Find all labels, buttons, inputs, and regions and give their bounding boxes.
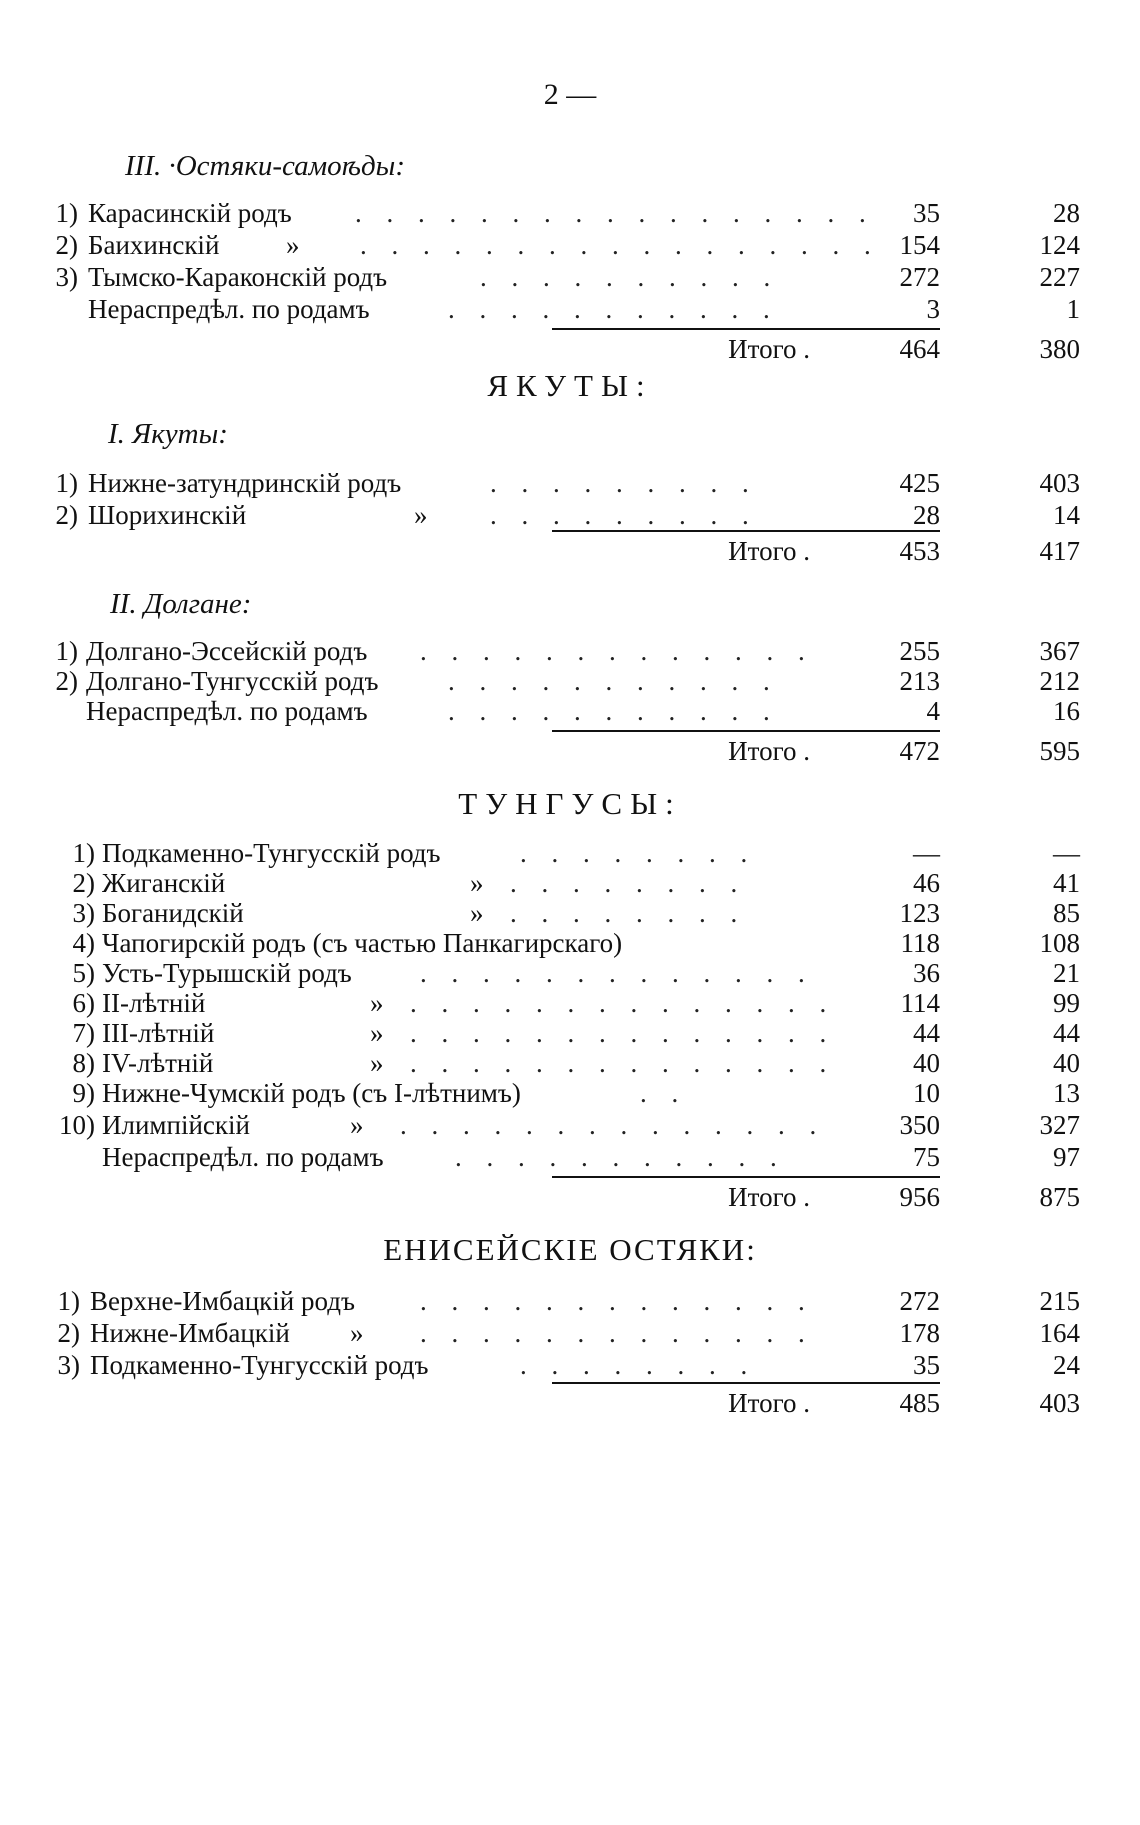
row-name: Нераспредѣл. по родамъ bbox=[102, 1142, 384, 1172]
total-value-1: 464 bbox=[899, 334, 940, 364]
row-name: II-лѣтній bbox=[102, 988, 206, 1018]
row-number: 1) bbox=[55, 468, 78, 498]
leader-dots: . . . . . . . . . . . . . . . . . bbox=[360, 230, 880, 260]
total-value-2: 380 bbox=[1039, 334, 1080, 364]
leader-dots: . . . . . . . . . . . bbox=[448, 696, 779, 726]
ditto-mark: » bbox=[286, 230, 300, 260]
leader-dots: . . bbox=[640, 1078, 688, 1108]
row-name: Подкаменно-Тунгусскій родъ bbox=[90, 1350, 429, 1380]
value-1: 272 bbox=[899, 1286, 940, 1316]
value-2: 40 bbox=[1053, 1048, 1080, 1078]
total-rule bbox=[552, 530, 940, 532]
total-row bbox=[0, 736, 1140, 772]
row-number: 7) bbox=[72, 1018, 95, 1048]
table-row bbox=[0, 1048, 1140, 1082]
value-2: 164 bbox=[1039, 1318, 1080, 1348]
table-row bbox=[0, 198, 1140, 232]
table-row bbox=[0, 1018, 1140, 1052]
table-row bbox=[0, 1318, 1140, 1352]
value-2: 215 bbox=[1039, 1286, 1080, 1316]
total-value-1: 453 bbox=[899, 536, 940, 566]
table-row bbox=[0, 230, 1140, 264]
leader-dots: . . . . . . . . . . . . . . bbox=[410, 1018, 836, 1048]
value-1: 40 bbox=[913, 1048, 940, 1078]
leader-dots: . . . . . . . . . . . bbox=[448, 294, 779, 324]
table-row bbox=[0, 898, 1140, 932]
row-name: Илимпійскій bbox=[102, 1110, 250, 1140]
table-row bbox=[0, 696, 1140, 730]
subheading-ostyaki-samoyedy: III. ·Остяки-самоѣды: bbox=[125, 150, 405, 182]
table-row bbox=[0, 636, 1140, 670]
value-2: 85 bbox=[1053, 898, 1080, 928]
row-number: 1) bbox=[55, 636, 78, 666]
value-1: 3 bbox=[926, 294, 940, 324]
row-name: Нижне-Имбацкій bbox=[90, 1318, 290, 1348]
row-name: III-лѣтній bbox=[102, 1018, 215, 1048]
section-heading-yakuty: ЯКУТЫ: bbox=[487, 368, 653, 403]
ditto-mark: » bbox=[470, 868, 484, 898]
section-heading-tungusy: ТУНГУСЫ: bbox=[458, 786, 682, 821]
row-number: 4) bbox=[72, 928, 95, 958]
value-1: 154 bbox=[899, 230, 940, 260]
leader-dots: . . . . . . . . bbox=[510, 898, 747, 928]
ditto-mark: » bbox=[370, 1048, 384, 1078]
value-1: 36 bbox=[913, 958, 940, 988]
value-2: 212 bbox=[1039, 666, 1080, 696]
total-label: Итого . bbox=[728, 1182, 810, 1212]
row-number: 2) bbox=[55, 500, 78, 530]
leader-dots: . . . . . . . . bbox=[520, 1350, 757, 1380]
row-name: Жиганскій bbox=[102, 868, 226, 898]
leader-dots: . . . . . . . . . bbox=[490, 500, 758, 530]
ditto-mark: » bbox=[350, 1318, 364, 1348]
row-number: 2) bbox=[57, 1318, 80, 1348]
row-number: 10) bbox=[59, 1110, 95, 1140]
value-2: 14 bbox=[1053, 500, 1080, 530]
row-number: 8) bbox=[72, 1048, 95, 1078]
row-number: 3) bbox=[55, 262, 78, 292]
table-row bbox=[0, 958, 1140, 992]
value-1: 75 bbox=[913, 1142, 940, 1172]
row-name: Карасинскій родъ bbox=[88, 198, 292, 228]
total-value-2: 417 bbox=[1039, 536, 1080, 566]
total-rule bbox=[552, 328, 940, 330]
row-name: Нераспредѣл. по родамъ bbox=[88, 294, 370, 324]
value-1: 35 bbox=[913, 198, 940, 228]
total-value-1: 472 bbox=[899, 736, 940, 766]
leader-dots: . . . . . . . . . . . . . bbox=[420, 958, 814, 988]
ditto-mark: » bbox=[350, 1110, 364, 1140]
table-row bbox=[0, 1142, 1140, 1176]
leader-dots: . . . . . . . . . . . . . bbox=[420, 636, 814, 666]
total-row bbox=[0, 1388, 1140, 1424]
value-1: 46 bbox=[913, 868, 940, 898]
ditto-mark: » bbox=[470, 898, 484, 928]
value-1: — bbox=[913, 838, 940, 868]
table-row bbox=[0, 468, 1140, 502]
table-row bbox=[0, 928, 1140, 962]
leader-dots: . . . . . . . . . . . . . . . . . bbox=[355, 198, 875, 228]
value-1: 425 bbox=[899, 468, 940, 498]
value-2: 99 bbox=[1053, 988, 1080, 1018]
leader-dots: . . . . . . . . . . . . . . bbox=[410, 1048, 836, 1078]
total-label: Итого . bbox=[728, 736, 810, 766]
ditto-mark: » bbox=[370, 988, 384, 1018]
table-row bbox=[0, 1110, 1140, 1144]
row-name: Долгано-Тунгусскій родъ bbox=[86, 666, 379, 696]
value-2: 24 bbox=[1053, 1350, 1080, 1380]
row-number: 2) bbox=[55, 666, 78, 696]
value-2: 1 bbox=[1066, 294, 1080, 324]
subheading-dolgane: II. Долгане: bbox=[110, 588, 252, 620]
table-row bbox=[0, 1078, 1140, 1112]
table-row bbox=[0, 500, 1140, 534]
table-row bbox=[0, 1350, 1140, 1384]
row-name: Боганидскій bbox=[102, 898, 244, 928]
leader-dots: . . . . . . . . bbox=[520, 838, 757, 868]
value-2: 367 bbox=[1039, 636, 1080, 666]
row-number: 3) bbox=[72, 898, 95, 928]
total-value-2: 403 bbox=[1039, 1388, 1080, 1418]
row-name: Верхне-Имбацкій родъ bbox=[90, 1286, 355, 1316]
total-row bbox=[0, 1182, 1140, 1218]
ditto-mark: » bbox=[370, 1018, 384, 1048]
value-1: 123 bbox=[899, 898, 940, 928]
row-name: Усть-Турышскій родъ bbox=[102, 958, 352, 988]
row-name: Баихинскій bbox=[88, 230, 220, 260]
total-row bbox=[0, 334, 1140, 370]
leader-dots: . . . . . . . . . . . . . . bbox=[400, 1110, 826, 1140]
total-value-1: 485 bbox=[899, 1388, 940, 1418]
table-row bbox=[0, 262, 1140, 296]
row-number: 1) bbox=[55, 198, 78, 228]
total-row bbox=[0, 536, 1140, 572]
row-name: Подкаменно-Тунгусскій родъ bbox=[102, 838, 441, 868]
table-row bbox=[0, 1286, 1140, 1320]
value-1: 350 bbox=[899, 1110, 940, 1140]
table-row bbox=[0, 868, 1140, 902]
total-rule bbox=[552, 730, 940, 732]
value-2: 16 bbox=[1053, 696, 1080, 726]
total-label: Итого . bbox=[728, 536, 810, 566]
row-number: 1) bbox=[57, 1286, 80, 1316]
ditto-mark: » bbox=[414, 500, 428, 530]
value-1: 255 bbox=[899, 636, 940, 666]
value-1: 178 bbox=[899, 1318, 940, 1348]
table-row bbox=[0, 294, 1140, 328]
value-1: 213 bbox=[899, 666, 940, 696]
row-number: 2) bbox=[72, 868, 95, 898]
value-1: 114 bbox=[900, 988, 940, 1018]
row-name: Шорихинскій bbox=[88, 500, 247, 530]
row-name: Тымско-Караконскій родъ bbox=[88, 262, 388, 292]
row-name: Долгано-Эссейскій родъ bbox=[86, 636, 368, 666]
leader-dots: . . . . . . . . . bbox=[490, 468, 758, 498]
page-number: 2 — bbox=[543, 78, 597, 111]
row-name: IV-лѣтній bbox=[102, 1048, 214, 1078]
total-value-1: 956 bbox=[899, 1182, 940, 1212]
row-name: Нижне-Чумскій родъ (съ I-лѣтнимъ) bbox=[102, 1078, 521, 1108]
row-number: 2) bbox=[55, 230, 78, 260]
total-value-2: 875 bbox=[1039, 1182, 1080, 1212]
section-heading-eniseiskie-ostyaki: ЕНИСЕЙСКІЕ ОСТЯКИ: bbox=[383, 1232, 757, 1267]
value-1: 272 bbox=[899, 262, 940, 292]
row-number: 6) bbox=[72, 988, 95, 1018]
value-2: 97 bbox=[1053, 1142, 1080, 1172]
value-1: 10 bbox=[913, 1078, 940, 1108]
total-value-2: 595 bbox=[1039, 736, 1080, 766]
leader-dots: . . . . . . . . . . . bbox=[455, 1142, 786, 1172]
value-2: — bbox=[1053, 838, 1080, 868]
row-number: 1) bbox=[72, 838, 95, 868]
leader-dots: . . . . . . . . . . . bbox=[448, 666, 779, 696]
row-number: 5) bbox=[72, 958, 95, 988]
total-label: Итого . bbox=[728, 334, 810, 364]
value-2: 108 bbox=[1039, 928, 1080, 958]
table-row bbox=[0, 666, 1140, 700]
value-1: 4 bbox=[926, 696, 940, 726]
value-2: 124 bbox=[1039, 230, 1080, 260]
table-row bbox=[0, 838, 1140, 872]
total-label: Итого . bbox=[728, 1388, 810, 1418]
row-name: Нераспредѣл. по родамъ bbox=[86, 696, 368, 726]
value-2: 44 bbox=[1053, 1018, 1080, 1048]
value-2: 41 bbox=[1053, 868, 1080, 898]
row-name: Чапогирскій родъ (съ частью Панкагирскаго) bbox=[102, 928, 623, 958]
subheading-yakuty: I. Якуты: bbox=[108, 418, 228, 450]
value-2: 28 bbox=[1053, 198, 1080, 228]
leader-dots: . . . . . . . . bbox=[510, 868, 747, 898]
value-2: 21 bbox=[1053, 958, 1080, 988]
value-1: 35 bbox=[913, 1350, 940, 1380]
value-1: 28 bbox=[913, 500, 940, 530]
total-rule bbox=[552, 1176, 940, 1178]
value-2: 227 bbox=[1039, 262, 1080, 292]
leader-dots: . . . . . . . . . . . . . bbox=[420, 1318, 814, 1348]
value-1: 118 bbox=[900, 928, 940, 958]
row-name: Нижне-затундринскій родъ bbox=[88, 468, 402, 498]
row-number: 9) bbox=[72, 1078, 95, 1108]
value-1: 44 bbox=[913, 1018, 940, 1048]
leader-dots: . . . . . . . . . . . . . bbox=[420, 1286, 814, 1316]
row-number: 3) bbox=[57, 1350, 80, 1380]
total-rule bbox=[552, 1382, 940, 1384]
value-2: 13 bbox=[1053, 1078, 1080, 1108]
value-2: 403 bbox=[1039, 468, 1080, 498]
table-row bbox=[0, 988, 1140, 1022]
leader-dots: . . . . . . . . . . bbox=[480, 262, 780, 292]
leader-dots: . . . . . . . . . . . . . . bbox=[410, 988, 836, 1018]
value-2: 327 bbox=[1039, 1110, 1080, 1140]
